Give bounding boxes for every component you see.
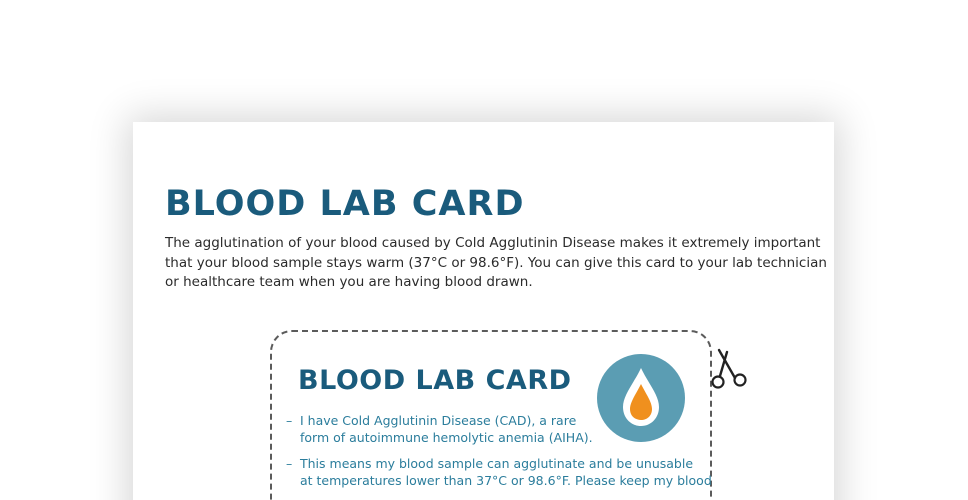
- intro-line: or healthcare team when you are having blood drawn.: [165, 274, 533, 290]
- intro-line: The agglutination of your blood caused by Cold Agglutinin Disease makes it extremely important: [165, 235, 821, 251]
- intro-paragraph: [165, 234, 827, 293]
- item-line: at temperatures lower than 37°C or 98.6°F. Please keep my blood: [300, 473, 712, 488]
- item-line: form of autoimmune hemolytic anemia (AIHA).: [300, 430, 593, 445]
- bullet-dash: –: [286, 413, 293, 428]
- card-title: BLOOD LAB CARD: [298, 365, 572, 396]
- bullet-dash: –: [286, 456, 293, 471]
- item-line: This means my blood sample can agglutinate and be unusable: [300, 456, 694, 471]
- list-item: [286, 412, 706, 446]
- card-statement-list: [286, 412, 712, 498]
- list-item: [286, 455, 712, 489]
- intro-line: that your blood sample stays warm (37°C or 98.6°F). You can give this card to your lab technician: [165, 254, 827, 271]
- scissors-icon: [710, 348, 748, 392]
- document-title: BLOOD LAB CARD: [165, 184, 525, 224]
- item-line: I have Cold Agglutinin Disease (CAD), a rare: [300, 413, 577, 428]
